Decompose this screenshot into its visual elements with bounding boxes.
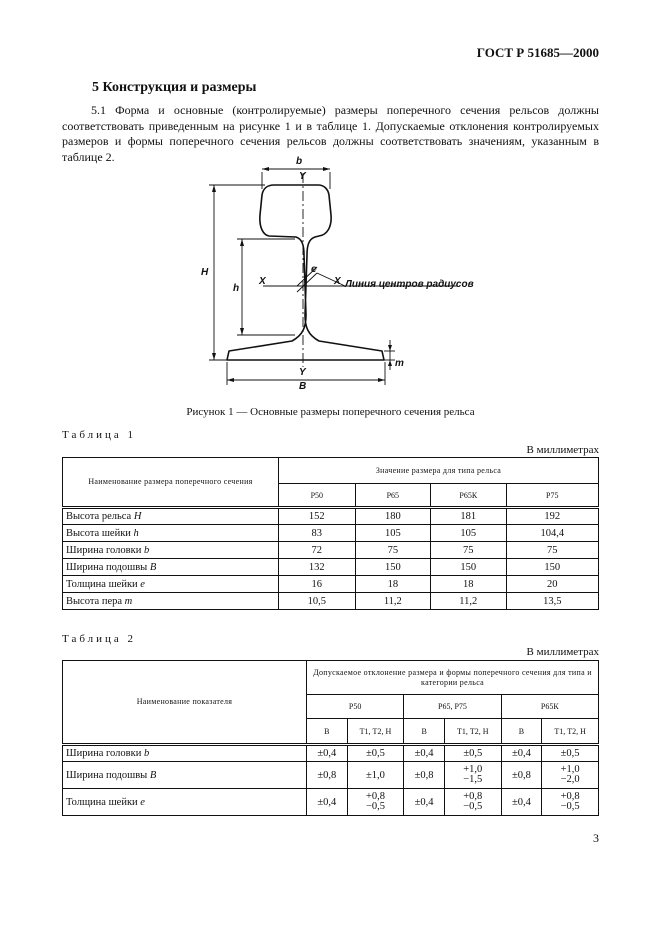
- table2-cell: ±1,0: [347, 762, 404, 789]
- table1-row-name: Толщина шейки e: [63, 576, 279, 593]
- page-number: 3: [593, 831, 599, 845]
- table2-name-header: Наименование показателя: [63, 661, 307, 745]
- label-b: b: [296, 156, 303, 167]
- label-h: h: [233, 283, 240, 294]
- table2-cell: ±0,4: [501, 745, 542, 762]
- table2-cell: ±0,4: [307, 789, 348, 816]
- table2-category-header: Т1, Т2, Н: [444, 719, 501, 745]
- table1-cell: 20: [506, 576, 599, 593]
- label-y-bottom: Y: [299, 367, 306, 378]
- table1-cell: 18: [431, 576, 506, 593]
- section-paragraph: 5.1 Форма и основные (контролируемые) размеры поперечного сечения рельсов должны соответствовать приведенным на рисунке 1 и в таблице 1. Допускаемые отклонения контролируемых размеров и формы поперечного сечения рельсов должны соответствовать значениям, указанным в таблице 2.: [62, 103, 599, 164]
- table2-cell: ±0,5: [542, 745, 599, 762]
- table2-type-header: Р65К: [501, 695, 598, 719]
- table2-cell: ±0,8: [404, 762, 445, 789]
- table1-cell: 152: [279, 508, 356, 525]
- table1-cell: 75: [355, 542, 430, 559]
- table2-row: [63, 762, 599, 789]
- table1-col-header: Р50: [279, 484, 356, 508]
- section-title: 5 Конструкция и размеры: [92, 80, 257, 95]
- label-radius-line: Линия центров радиусов: [345, 279, 474, 290]
- table2-cell: +1,0 −2,0: [542, 762, 599, 789]
- table2-row-name: Ширина головки b: [63, 745, 307, 762]
- table2-cell: +1,0 −1,5: [444, 762, 501, 789]
- table2-group-header: Допускаемое отклонение размера и формы поперечного сечения для типа и категории рельса: [307, 661, 599, 695]
- table2-cell: +0,8 −0,5: [444, 789, 501, 816]
- table2-category-header: В: [307, 719, 348, 745]
- table1-col-header: Р75: [506, 484, 599, 508]
- table2-cell: ±0,5: [347, 745, 404, 762]
- table2-category-header: В: [501, 719, 542, 745]
- table2-cell: ±0,4: [501, 789, 542, 816]
- table1-row: [63, 508, 599, 525]
- table1-row-name: Ширина подошвы B: [63, 559, 279, 576]
- table1-row-name: Высота пера m: [63, 593, 279, 610]
- table2-title: Таблица 2: [62, 633, 137, 645]
- table2-category-header: Т1, Т2, Н: [347, 719, 404, 745]
- label-y-top: Y: [299, 171, 306, 182]
- table1-cell: 105: [431, 525, 506, 542]
- table2-cell: +0,8 −0,5: [347, 789, 404, 816]
- label-x-left: X: [259, 276, 266, 287]
- table1-cell: 18: [355, 576, 430, 593]
- table1-row-name: Высота рельса H: [63, 508, 279, 525]
- table2-row: [63, 745, 599, 762]
- rail-outline: [227, 185, 384, 360]
- table1-cell: 192: [506, 508, 599, 525]
- table2: [62, 660, 599, 816]
- table1-cell: 150: [506, 559, 599, 576]
- table2-units: В миллиметрах: [526, 646, 599, 658]
- table1-cell: 104,4: [506, 525, 599, 542]
- table1-cell: 13,5: [506, 593, 599, 610]
- table2-cell: ±0,4: [307, 745, 348, 762]
- table1-cell: 16: [279, 576, 356, 593]
- table1-units: В миллиметрах: [526, 444, 599, 456]
- table1-row: [63, 525, 599, 542]
- table1-col-header: Р65К: [431, 484, 506, 508]
- table2-category-header: Т1, Т2, Н: [542, 719, 599, 745]
- table2-cell: ±0,4: [404, 745, 445, 762]
- label-H: H: [201, 267, 209, 278]
- table1-row: [63, 593, 599, 610]
- table1-cell: 181: [431, 508, 506, 525]
- table1-row: [63, 576, 599, 593]
- table2-type-header: Р50: [307, 695, 404, 719]
- table1-row-name: Высота шейки h: [63, 525, 279, 542]
- table1-cell: 11,2: [355, 593, 430, 610]
- label-m: m: [395, 358, 404, 369]
- table1-cell: 10,5: [279, 593, 356, 610]
- table1-cell: 180: [355, 508, 430, 525]
- table1-cell: 83: [279, 525, 356, 542]
- label-x-right: X: [334, 276, 341, 287]
- table1-group-header: Значение размера для типа рельса: [279, 458, 599, 484]
- table1-name-header: Наименование размера поперечного сечения: [63, 458, 279, 508]
- table1-row: [63, 559, 599, 576]
- table2-cell: ±0,8: [501, 762, 542, 789]
- table2-row-name: Ширина подошвы B: [63, 762, 307, 789]
- table1-cell: 75: [431, 542, 506, 559]
- label-B: B: [299, 381, 307, 392]
- table2-category-header: В: [404, 719, 445, 745]
- table2-type-header: Р65, Р75: [404, 695, 501, 719]
- standard-code: ГОСТ Р 51685—2000: [476, 45, 599, 60]
- table2-cell: ±0,8: [307, 762, 348, 789]
- table1-cell: 11,2: [431, 593, 506, 610]
- table1-cell: 105: [355, 525, 430, 542]
- table2-cell: ±0,4: [404, 789, 445, 816]
- table2-cell: +0,8 −0,5: [542, 789, 599, 816]
- table1-cell: 72: [279, 542, 356, 559]
- rail-profile-drawing: [195, 155, 470, 400]
- table1-cell: 75: [506, 542, 599, 559]
- table1: [62, 457, 599, 610]
- rail-cross-section-figure: [195, 155, 474, 400]
- table1-cell: 132: [279, 559, 356, 576]
- table2-row-name: Толщина шейки e: [63, 789, 307, 816]
- table1-row: [63, 542, 599, 559]
- figure-caption: Рисунок 1 — Основные размеры поперечного сечения рельса: [186, 406, 475, 418]
- table1-row-name: Ширина головки b: [63, 542, 279, 559]
- table1-cell: 150: [355, 559, 430, 576]
- table1-title: Таблица 1: [62, 429, 137, 441]
- table2-cell: ±0,5: [444, 745, 501, 762]
- table2-row: [63, 789, 599, 816]
- label-e: e: [311, 264, 317, 275]
- table1-cell: 150: [431, 559, 506, 576]
- table1-col-header: Р65: [355, 484, 430, 508]
